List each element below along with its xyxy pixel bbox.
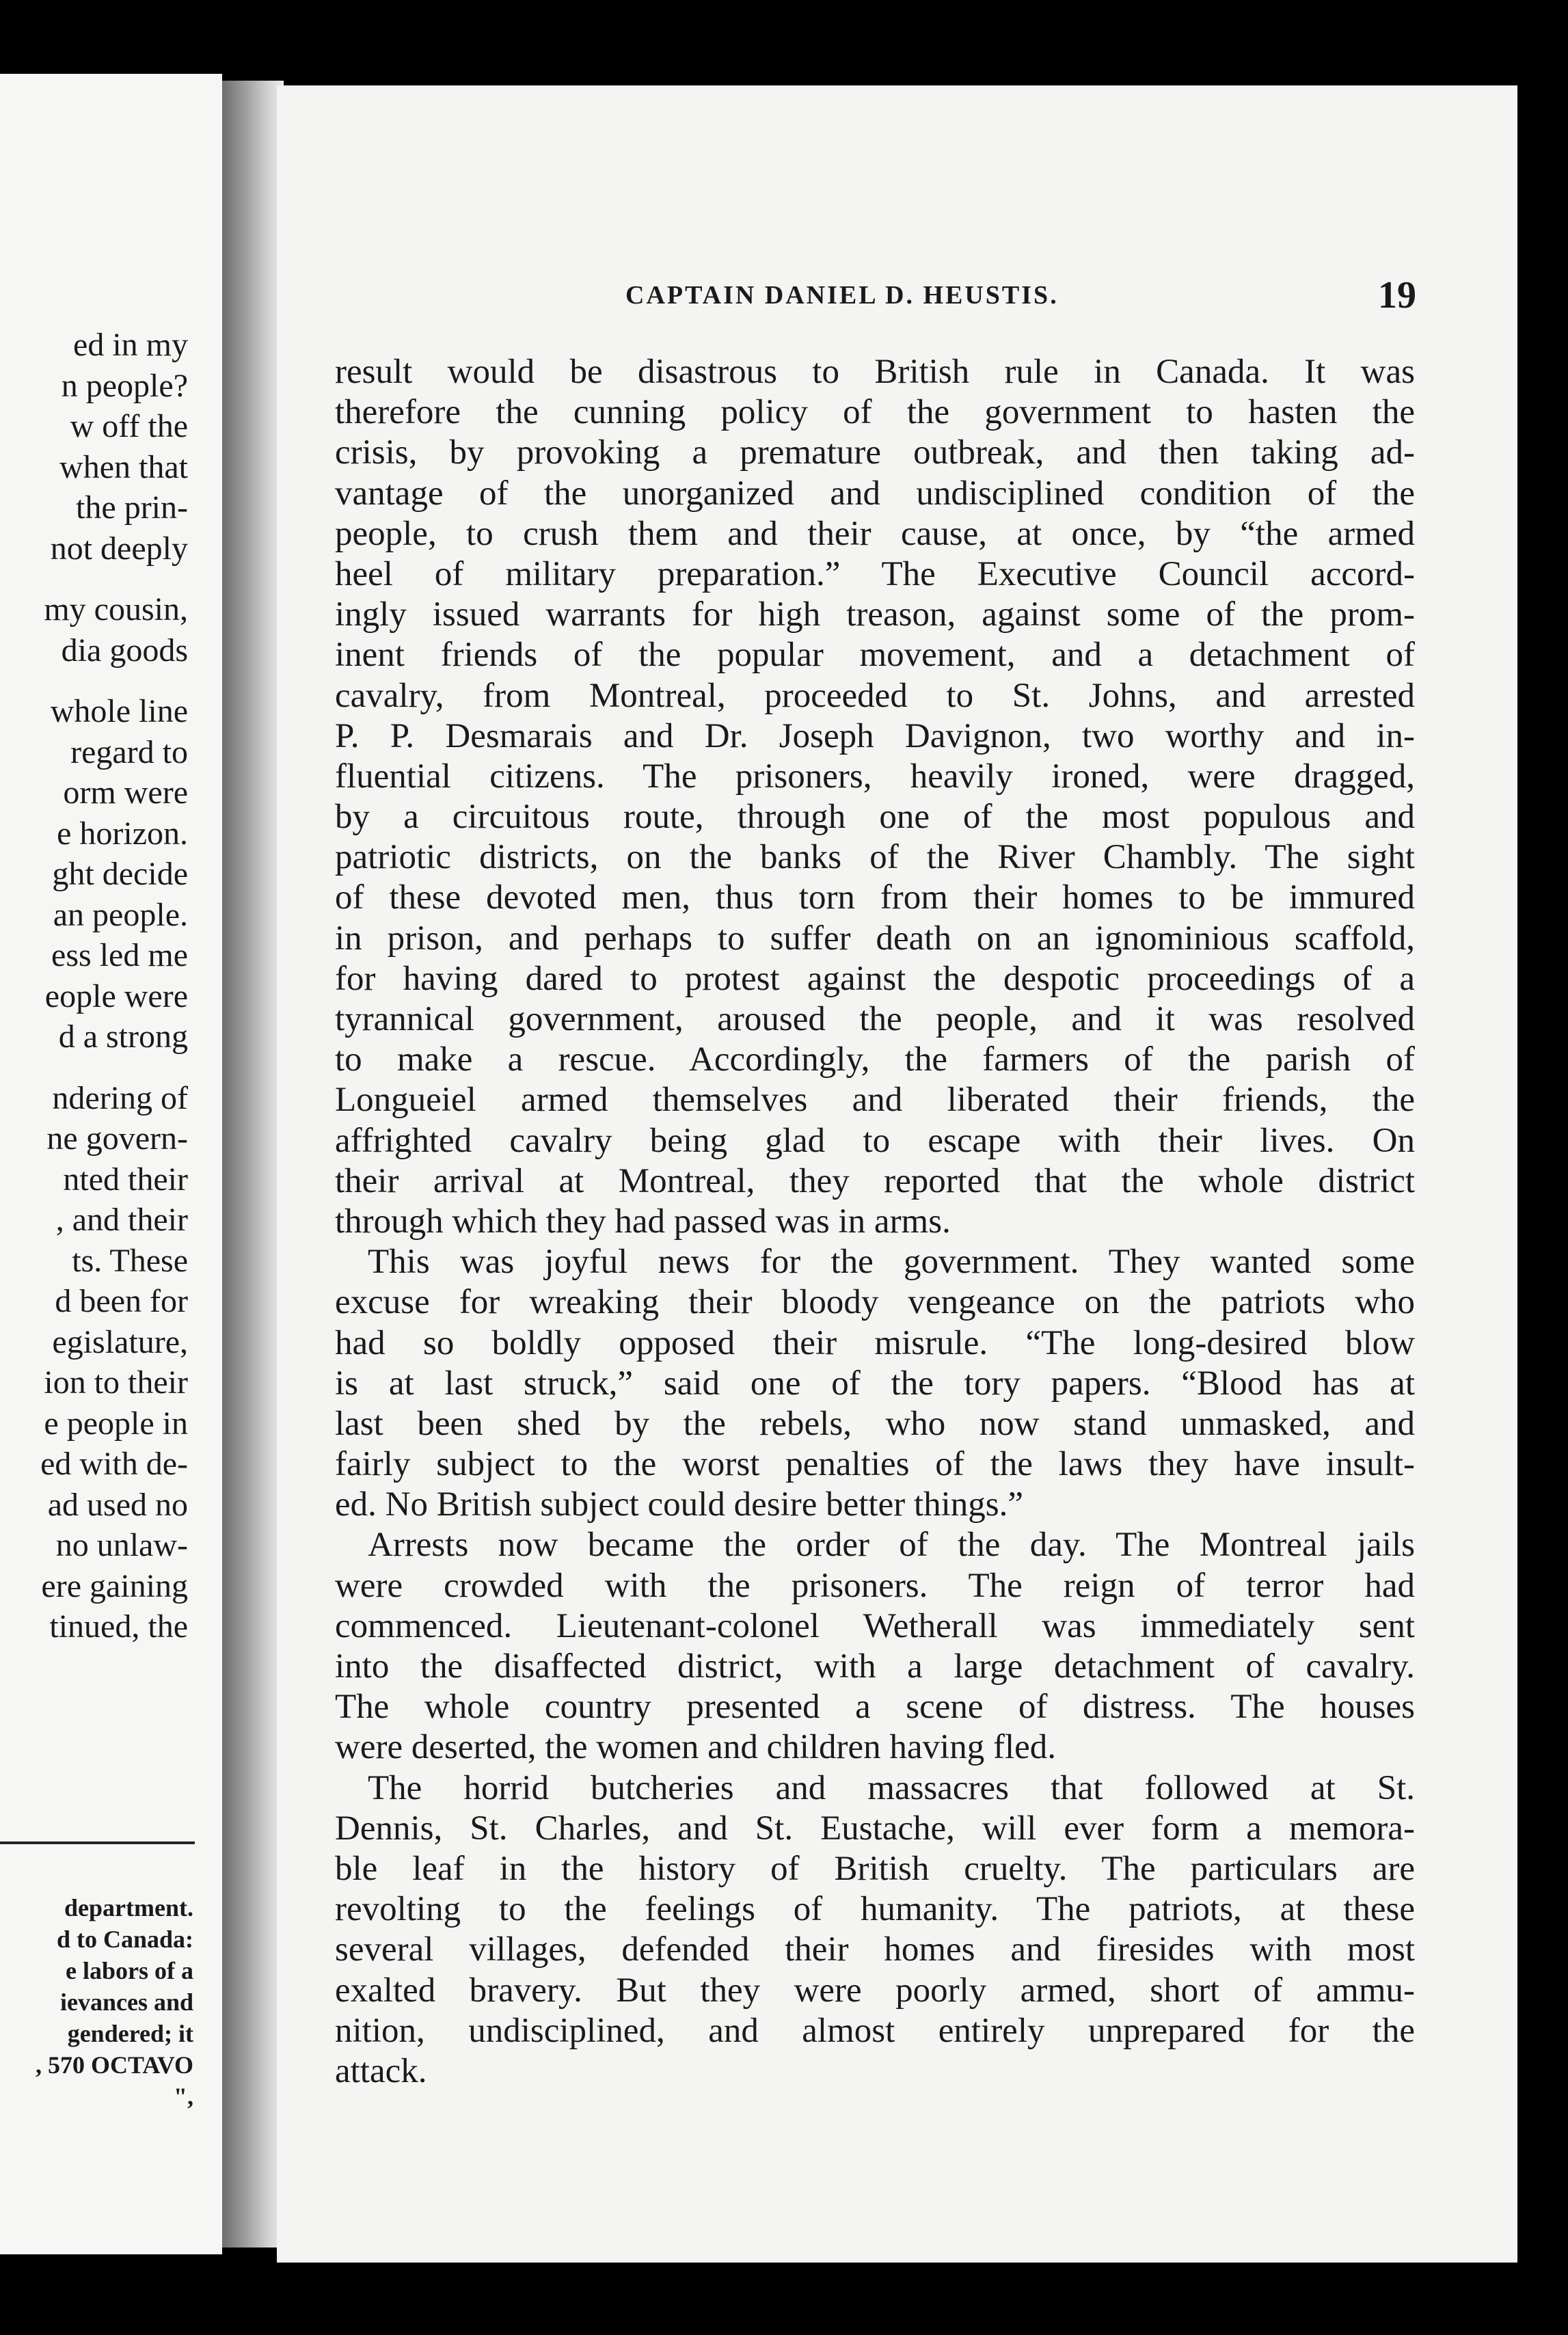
left-line: orm were <box>63 774 188 811</box>
left-line: no unlaw- <box>55 1527 188 1563</box>
left-line: egislature, <box>52 1323 188 1360</box>
footnote-line: e labors of a <box>66 1957 193 1984</box>
text-line: patriotic districts, on the banks of the River Chambly. The sight <box>335 838 1415 877</box>
text-line: for having dared to protest against the despotic proceedings of a <box>335 959 1415 998</box>
left-line: w off the <box>70 408 188 444</box>
text-line: crisis, by provoking a premature outbreak, and then taking ad- <box>335 433 1415 472</box>
left-page <box>0 74 222 2254</box>
text-line: last been shed by the rebels, who now stand unmasked, and <box>335 1404 1415 1443</box>
left-line: ess led me <box>51 937 188 973</box>
left-line: ere gaining <box>41 1567 188 1604</box>
footnote-line: department. <box>64 1894 193 1921</box>
left-line: ed with de- <box>40 1446 188 1482</box>
text-line: The horrid butcheries and massacres that followed at St. <box>368 1768 1415 1807</box>
text-line: commenced. Lieutenant-colonel Wetherall was immediately sent <box>335 1606 1415 1645</box>
left-line: n people? <box>61 367 188 404</box>
text-line: This was joyful news for the government. They wanted some <box>368 1243 1415 1282</box>
running-head <box>277 274 1517 321</box>
left-line: ght decide <box>52 856 188 892</box>
footnote-rule <box>0 1841 195 1844</box>
text-line: affrighted cavalry being glad to escape with their lives. On <box>335 1121 1415 1160</box>
left-line: ion to their <box>44 1364 188 1401</box>
left-line: ndering of <box>52 1079 188 1116</box>
left-line: eople were <box>44 977 188 1014</box>
text-line: their arrival at Montreal, they reported that the whole district <box>335 1161 1415 1200</box>
footnote-line: ", <box>174 2083 193 2110</box>
text-line: vantage of the unorganized and undisciplined condition of the <box>335 474 1415 513</box>
page-number: 19 <box>1378 274 1416 316</box>
text-line: excuse for wreaking their bloody vengeance on the patriots who <box>335 1283 1415 1322</box>
text-line: exalted bravery. But they were poorly armed, short of ammu- <box>335 1971 1415 2010</box>
running-title: CAPTAIN DANIEL D. HEUSTIS. <box>625 281 1059 310</box>
left-line: dia goods <box>61 632 188 669</box>
right-page <box>277 85 1517 2263</box>
text-line: therefore the cunning policy of the government to hasten the <box>335 393 1415 432</box>
left-line: not deeply <box>50 530 188 567</box>
text-line: is at last struck,” said one of the tory papers. “Blood has at <box>335 1364 1415 1403</box>
left-line: an people. <box>53 896 188 933</box>
book-gutter-shadow <box>222 81 284 2248</box>
left-page-footnotes <box>0 1892 193 2112</box>
left-line: regard to <box>70 733 188 770</box>
left-line: d a strong <box>58 1018 188 1055</box>
left-line: nted their <box>63 1161 188 1198</box>
text-line: into the disaffected district, with a large detachment of cavalry. <box>335 1647 1415 1686</box>
left-line: ne govern- <box>46 1120 188 1157</box>
left-line: , and their <box>55 1202 188 1238</box>
left-line: the prin- <box>76 489 188 526</box>
text-line: through which they had passed was in arms. <box>335 1202 951 1241</box>
left-line: ts. These <box>72 1242 188 1279</box>
text-line: were deserted, the women and children having fled. <box>335 1728 1057 1767</box>
text-line: P. P. Desmarais and Dr. Joseph Davignon, two worthy and in- <box>335 716 1415 755</box>
text-line: of these devoted men, thus torn from their homes to be immured <box>335 878 1415 917</box>
footnote-line: , 570 OCTAVO <box>36 2051 193 2079</box>
text-line: nition, undisciplined, and almost entirely unprepared for the <box>335 2011 1415 2050</box>
text-line: fairly subject to the worst penalties of the laws they have insult- <box>335 1445 1415 1484</box>
text-line: had so boldly opposed their misrule. “The long-desired blow <box>335 1323 1415 1362</box>
paragraph-gap <box>0 1057 188 1078</box>
text-line: Arrests now became the order of the day. The Montreal jails <box>368 1526 1415 1565</box>
text-line: people, to crush them and their cause, at once, by “the armed <box>335 514 1415 553</box>
left-line: whole line <box>50 693 188 729</box>
footnote-line: d to Canada: <box>56 1926 193 1953</box>
footnote-line: gendered; it <box>67 2020 193 2047</box>
text-line: Longueiel armed themselves and liberated their friends, the <box>335 1081 1415 1120</box>
left-line: e horizon. <box>57 815 188 852</box>
text-line: in prison, and perhaps to suffer death on an ignominious scaffold, <box>335 919 1415 958</box>
text-line: fluential citizens. The prisoners, heavily ironed, were dragged, <box>335 757 1415 796</box>
left-line: my cousin, <box>44 591 188 627</box>
text-line: heel of military preparation.” The Executive Council accord- <box>335 554 1415 593</box>
footnote-line: ievances and <box>59 1988 193 2016</box>
left-line: d been for <box>55 1283 188 1319</box>
text-line: by a circuitous route, through one of the most populous and <box>335 798 1415 837</box>
text-line: to make a rescue. Accordingly, the farmers of the parish of <box>335 1040 1415 1079</box>
paragraph-gap <box>0 671 188 691</box>
text-line: revolting to the feelings of humanity. The patriots, at these <box>335 1890 1415 1929</box>
left-line: ad used no <box>47 1486 188 1523</box>
text-line: ingly issued warrants for high treason, against some of the prom- <box>335 595 1415 634</box>
text-line: The whole country presented a scene of distress. The houses <box>335 1688 1415 1727</box>
text-line: attack. <box>335 2051 427 2090</box>
left-page-text <box>0 325 188 1647</box>
body-text <box>335 352 1415 2092</box>
text-line: inent friends of the popular movement, and a detachment of <box>335 636 1415 675</box>
text-line: Dennis, St. Charles, and St. Eustache, will ever form a memora- <box>335 1809 1415 1848</box>
text-line: ed. No British subject could desire better things.” <box>335 1485 1024 1524</box>
left-line: e people in <box>44 1405 188 1442</box>
text-line: result would be disastrous to British rule in Canada. It was <box>335 353 1415 391</box>
text-line: several villages, defended their homes and firesides with most <box>335 1930 1415 1969</box>
paragraph-gap <box>0 569 188 589</box>
left-line: tinued, the <box>49 1608 188 1645</box>
left-line: ed in my <box>73 327 188 363</box>
text-line: cavalry, from Montreal, proceeded to St. Johns, and arrested <box>335 676 1415 715</box>
text-line: were crowded with the prisoners. The reign of terror had <box>335 1566 1415 1605</box>
left-line: when that <box>59 448 188 485</box>
text-line: tyrannical government, aroused the people, and it was resolved <box>335 1000 1415 1038</box>
text-line: ble leaf in the history of British cruelty. The particulars are <box>335 1849 1415 1888</box>
